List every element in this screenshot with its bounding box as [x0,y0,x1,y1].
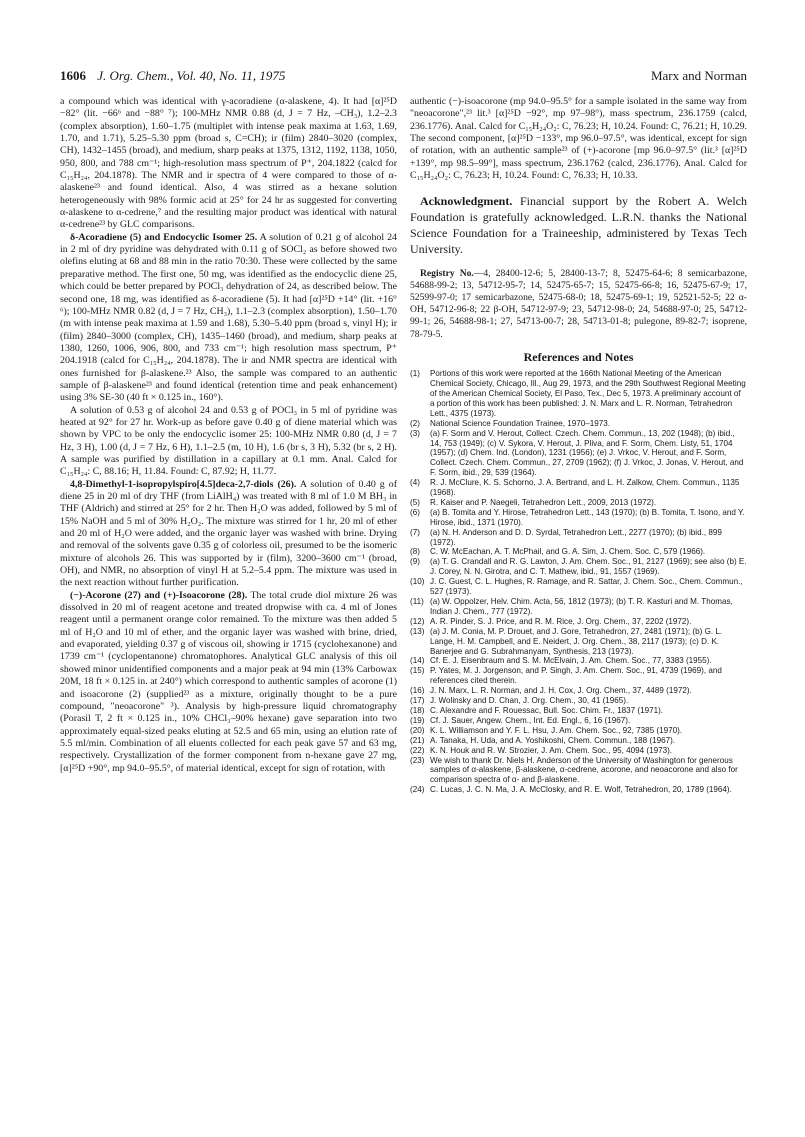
reference-item [410,577,747,597]
reference-text: (a) W. Oppolzer, Helv. Chim. Acta, 56, 1812 (1973); (b) T. R. Kasturi and M. Thomas, Indian J. Chem., 777 (1972). [430,597,733,616]
reference-number: (11) [410,597,424,606]
reference-text: J. C. Guest, C. L. Hughes, R. Ramage, and R. Sattar, J. Chem. Soc., Chem. Commun., 527 (1973). [430,577,743,597]
reference-text: C. W. McEachan, A. T. McPhail, and G. A. Sim, J. Chem. Soc. C, 579 (1966). [430,547,706,557]
reference-item [410,756,747,786]
acknowledgment-heading: Acknowledgment. [420,194,513,209]
reference-number: (6) [410,507,420,517]
reference-text: R. J. McClure, K. S. Schorno, J. A. Bertrand, and L. H. Zalkow, Chem. Commun., 1135 (1968). [430,478,740,498]
reference-item [410,617,747,627]
reference-number: (10) [410,577,425,587]
reference-item [410,478,747,498]
reference-text: A. R. Pinder, S. J. Price, and R. M. Rice, J. Org. Chem., 37, 2202 (1972). [430,616,692,626]
reference-text: (a) J. M. Conia, M. P. Drouet, and J. Gore, Tetrahedron, 27, 2481 (1971); (b) G. L. Lange, H. M. Campbell, and E. Neidert, J. Org. Chem., 38, 2117 (1973); (c) D. K. Banerjee and G. Subrahmanyam, Synthesis, 213 (1973). [430,626,723,656]
reference-item [410,369,747,419]
paragraph-heading: δ-Acoradiene (5) and Endocyclic Isomer 25. [70,231,258,243]
paragraph-text: The total crude diol mixture 26 was dissolved in 20 ml of reagent acetone and treated dropwise with ca. 4 ml of Jones reagent until a permanent orange color remained. To the mixture was then added 5 ml of H₂O and 10 ml of ether, and the organic layer was washed with brine, dried, and evaporated, yielding 0.37 g of viscous oil, showing ir 1715 (cyclohexanone) and 1739 cm⁻¹ (cyclopentanone) chromatophores. Analytical GLC analysis of this oil showed minor unidentified components and a major peak at 94 min (13% Carbowax 20M, 18 ft × 0.125 in. at 240°) which correspond to authentic samples of acorone (1) and isoacorone (2) (supplied²³ as a mixture, originally thought to be a pure compound, "neoacorone" ³). Analysis by high-pressure liquid chromatography (Porasil T, 2 ft × 0.125 in., 10% CHCl₃–90% hexane) gave separation into two approximately equal-sized peaks eluting at 52.5 and 65 min, using an elution rate of 5.5 ml/min. Combination of all eluents collected for each peak gave 57 and 63 mg, respectively. Crystallization of the former component from n-hexane gave 27 mg, [α]²⁵D +90°, mp 94.0–95.5°, of material identical, except for sign of rotation, with [60,589,397,774]
references-heading: References and Notes [523,349,634,364]
paragraph-text: a compound which was identical with γ-acoradiene (α-alaskene, 4). It had [α]²⁵D −82° (lit. −66⁶ and −88° ⁷); 100-MHz NMR 0.88 (d, J = 7 Hz, –CH₃), 1.2–2.3 (complex absorption), 1.60–1.75 (multiplet with intense peak maxima at 1.63, 1.69, 1.70, and 1.71), 5.25–5.30 ppm (broad s, C=CH); ir (film) 2840–3020 (complex, CH), 1432–1455 (broad), and medium, sharp peaks at 1375, 1312, 1192, 1138, 1050, 950, 800, and 788 cm⁻¹; high-resolution mass spectrum of P⁺, 204.1822 (calcd for C₁₅H₂₄, 204.1878). The NMR and ir spectra of 4 were compared to those of α-alaskene²³ and found identical. Also, 4 was stirred as a hexane solution heterogeneously with 98% formic acid at 25° for 24 hr as suggested for converting α-alaskene to α-cedrene,⁷ and the resulting major product was identical with natural α-cedrene²³ by GLC comparisons. [60,96,397,231]
reference-text: C. Lucas, J. C. N. Ma, J. A. McClosky, and R. E. Wolf, Tetrahedron, 20, 1789 (1964). [430,785,732,795]
reference-number: (7) [410,527,420,537]
reference-number: (24) [410,785,425,795]
continued-paragraph: authentic (−)-isoacorone (mp 94.0–95.5° for a sample isolated in the same way from "neoacorone",²³ lit.³ [α]²⁵D −92°, mp 97–98°), mass spectrum, 236.1759 (calcd, 236.1776). Anal. Calcd for C₁₅H₂₄O₂: C, 76.23; H, 10.24. Found: C, 76.21; H, 10.29. The second component, [α]²⁵D −133°, mp 96.0–97.5°, was identical, except for sign of rotation, with an authentic sample²³ of (+)-acorone [mp 96.0–97.5° (lit.³ [α]²⁵D +139°, mp 98.5–99°], mass spectrum, 236.1762 (calcd, 236.1776). Anal. Calcd for C₁₅H₂₄O₂: C, 76.23; H, 10.24. Found: C, 76.33; H, 10.33. [410,96,747,182]
reference-number: (19) [410,715,425,725]
registry-heading: Registry No. [420,267,474,279]
reference-text: Cf. J. Sauer, Angew. Chem., Int. Ed. Engl., 6, 16 (1967). [430,715,631,725]
paragraph-text: A solution of 0.40 g of diene 25 in 20 ml of dry THF (from LiAlH₄) was treated with 8 ml of 1.0 M BH₃ in THF (Aldrich) and stirred at 25° for 2 hr. Then H₂O was added, followed by 5 ml of 15% NaOH and 5 ml of 30% H₂O₂. The mixture was stirred for 1 hr, 20 ml of ether and 20 ml of H₂O were added, and the organic layer was washed with brine. Drying and removal of the solvents gave 0.35 g of colorless oil, presumed to be the isomeric mixture of alcohols 26. This was supported by ir (film), 3200–3600 cm⁻¹ (broad, OH), and NMR, no absorption of vinyl H at 5.2–5.4 ppm. The mixture was used in the next reaction without further purification. [60,478,397,589]
reference-item [410,696,747,706]
reference-number: (16) [410,686,425,696]
reference-number: (9) [410,557,420,567]
experimental-paragraph [60,96,397,232]
reference-item [410,656,747,666]
reference-item [410,429,747,479]
reference-number: (14) [410,656,425,666]
reference-number: (1) [410,369,420,379]
header-left [60,68,285,84]
reference-item [410,686,747,696]
right-column [410,96,747,795]
paragraph-heading: (−)-Acorone (27) and (+)-Isoacorone (28). [70,589,248,601]
reference-text: National Science Foundation Trainee, 1970–1973. [430,418,610,428]
reference-number: (20) [410,725,425,735]
running-authors: Marx and Norman [650,68,747,83]
paragraph-text: A solution of 0.21 g of alcohol 24 in 2 ml of dry pyridine was dehydrated with 0.11 g of SOCl₂ as before showed two olefins eluting at 68 and 88 min in the ratio 70:30. These were collected by the same preparative method. The first one, 50 mg, was identified as the endocyclic diene 25, which could be better prepared by POCl₃ dehydration of 24, as described below. The second one, 18 mg, was identified as δ-acoradiene (5). It had [α]²⁵D +14° (lit. +16° ⁶); 100-MHz NMR 0.82 (d, J = 7 Hz, CH₃), 1.1–2.3 (complex absorption), 1.50–1.70 (m with intense peak maxima at 1.59 and 1.68), 5.30–5.40 ppm (broad s, vinyl H); ir (film) 2840–3000 (complex, CH), 1435–1460 (broad), and medium, sharp peaks at 1380, 1260, 1006, 906, 800, and 733 cm⁻¹; high resolution mass spectrum, P⁺ 204.1918 (calcd for C₁₅H₂₄, 204.1878). The ir and NMR spectra are identical with ones furnished for β-alaskene.²³ Also, the sample was compared to an authentic sample of β-alaskene²³ and found identical (retention time and peak enhancement) using 3% SE-30 (40 ft × 0.125 in., 160°). [60,231,397,404]
reference-item [410,746,747,756]
reference-number: (15) [410,666,425,676]
experimental-paragraph [60,590,397,775]
reference-item [410,419,747,429]
reference-text: (a) B. Tomita and Y. Hirose, Tetrahedron Lett., 143 (1970); (b) B. Tomita, T. Isono, and Y. Hirose, ibid., 1371 (1970). [430,507,745,527]
reference-text: K. L. Williamson and Y. F. L. Hsu, J. Am. Chem. Soc., 92, 7385 (1970). [430,725,683,735]
experimental-paragraph [60,232,397,405]
reference-item [410,627,747,657]
reference-text: (a) N. H. Anderson and D. D. Syrdal, Tetrahedron Lett., 2277 (1970); (b) ibid., 899 (1972). [430,527,722,547]
reference-number: (17) [410,696,425,706]
reference-text: (a) T. G. Crandall and R. G. Lawton, J. Am. Chem. Soc., 91, 2127 (1969); see also (b) E. J. Corey, N. N. Girotra, and C. T. Mathew, ibid., 91, 1557 (1969). [430,557,747,577]
registry-numbers [410,268,747,341]
reference-text: Portions of this work were reported at the 166th National Meeting of the American Chemical Society, Chicago, Ill., Aug 29, 1973, and the 29th Southwest Regional Meeting of the American Chemical Society, El Paso, Tex., Dec 5, 1973. A preliminary account of a portion of this work has been published: J. N. Marx and L. R. Norman, Tetrahedron Lett., 4375 (1973). [430,369,746,418]
reference-item [410,547,747,557]
reference-number: (2) [410,418,420,428]
reference-item [410,557,747,577]
reference-text: P. Yates, M. J. Jorgenson, and P. Singh, J. Am. Chem. Soc., 91, 4739 (1969), and references cited therein. [430,666,722,686]
reference-item [410,508,747,528]
reference-item [410,726,747,736]
reference-number: (21) [410,735,425,745]
reference-text: R. Kaiser and P. Naegeli, Tetrahedron Lett., 2009, 2013 (1972). [430,497,657,507]
acknowledgment-text: Financial support by the Robert A. Welch Foundation is gratefully acknowledged. L.R.N. thanks the National Science Foundation for a Traineeship, administered by Texas Tech University. [410,194,747,256]
journal-citation: J. Org. Chem., Vol. 40, No. 11, 1975 [97,68,286,83]
reference-number: (23) [410,755,425,765]
reference-text: We wish to thank Dr. Niels H. Anderson of the University of Washington for generous samples of α-alaskene, β-alaskene, α-cedrene, acorone, and neoacorone and also for comparison spectra of α- and β-alaskene. [430,755,738,785]
paragraph-text: A solution of 0.53 g of alcohol 24 and 0.53 g of POCl₃ in 5 ml of pyridine was heated at 92° for 27 hr. Work-up as before gave 0.40 g of diene material which was shown by VPC to be only the endocyclic isomer 25: 100-MHz NMR 0.80 (d, J = 7 Hz, 3 H), 1.00 (d, J = 7 Hz, 6 H), 1.1–2.5 (m, 10 H), 1.6 (br s, 3 H), 5.32 (br s, 2 H). A sample was purified by distillation in a capillary at 0.1 mm. Anal. Calcd for C₁₅H₂₄: C, 88.16; H, 11.84. Found: C, 87.92; H, 11.77. [60,404,397,478]
reference-item [410,597,747,617]
reference-number: (18) [410,705,425,715]
reference-item [410,785,747,795]
acknowledgment [410,194,747,257]
reference-text: J. Wolinsky and D. Chan, J. Org. Chem., 30, 41 (1965). [430,696,629,706]
experimental-paragraph [60,405,397,479]
reference-text: C. Alexandre and F. Rouessac, Bull. Soc. Chim. Fr., 1837 (1971). [430,705,664,715]
reference-text: J. N. Marx, L. R. Norman, and J. H. Cox, J. Org. Chem., 37, 4489 (1972). [430,686,692,696]
reference-number: (4) [410,478,420,488]
page-number: 1606 [60,68,86,83]
reference-number: (22) [410,745,425,755]
reference-text: A. Tanaka, H. Uda, and A. Yoshikoshi, Chem. Commun., 188 (1967). [430,735,676,745]
reference-text: (a) F. Sorm and V. Herout, Collect. Czech. Chem. Commun., 13, 202 (1948); (b) ibid., 14, 753 (1949); (c) V. Sykora, V. Herout, J. Pliva, and F. Sorm, Chem. Listy, 51, 1704 (1957); (d) Chem. Ind. (London), 1231 (1956); (e) J. Vrkoc, V. Herout, and F. Sorm, Collect. Czech. Chem. Commun., 27, 2709 (1962); (f) J. Vrkoc, J. Jonas, V. Herout, and F. Sorm, ibid., 29, 539 (1964). [430,428,744,478]
reference-item [410,716,747,726]
left-column [60,96,397,775]
reference-item [410,528,747,548]
experimental-paragraph [60,479,397,590]
reference-item [410,706,747,716]
reference-text: K. N. Houk and R. W. Strozier, J. Am. Chem. Soc., 95, 4094 (1973). [430,745,673,755]
reference-item [410,498,747,508]
reference-number: (5) [410,497,420,507]
reference-item [410,736,747,746]
reference-number: (3) [410,428,420,438]
reference-text: Cf. E. J. Eisenbraum and S. M. McElvain, J. Am. Chem. Soc., 77, 3383 (1955). [430,656,712,666]
reference-item [410,666,747,686]
reference-number: (13) [410,626,425,636]
paragraph-heading: 4,8-Dimethyl-1-isopropylspiro[4.5]deca-2,7-diols (26). [70,478,297,490]
registry-text: —4, 28400-12-6; 5, 28400-13-7; 8, 52475-64-6; 8 semicarbazone, 54688-99-2; 13, 54712-95-7; 14, 52475-65-7; 15, 52475-66-8; 16, 52475-67-9; 17, 52599-97-0; 17 semicarbazone, 52475-68-0; 18, 52475-69-1; 19, 52521-52-5; 22 α-OH, 54712-96-8; 22 β-OH, 54712-97-9; 23, 54712-98-0; 24, 54688-97-0; 25, 54712-99-1; 26, 54688-98-1; 27, 54713-00-7; 28, 54713-01-8; pulegone, 89-82-7; isoprene, 78-79-5. [410,267,747,340]
reference-number: (12) [410,616,425,626]
page-header [60,68,747,88]
reference-list [410,369,747,795]
reference-number: (8) [410,547,420,557]
